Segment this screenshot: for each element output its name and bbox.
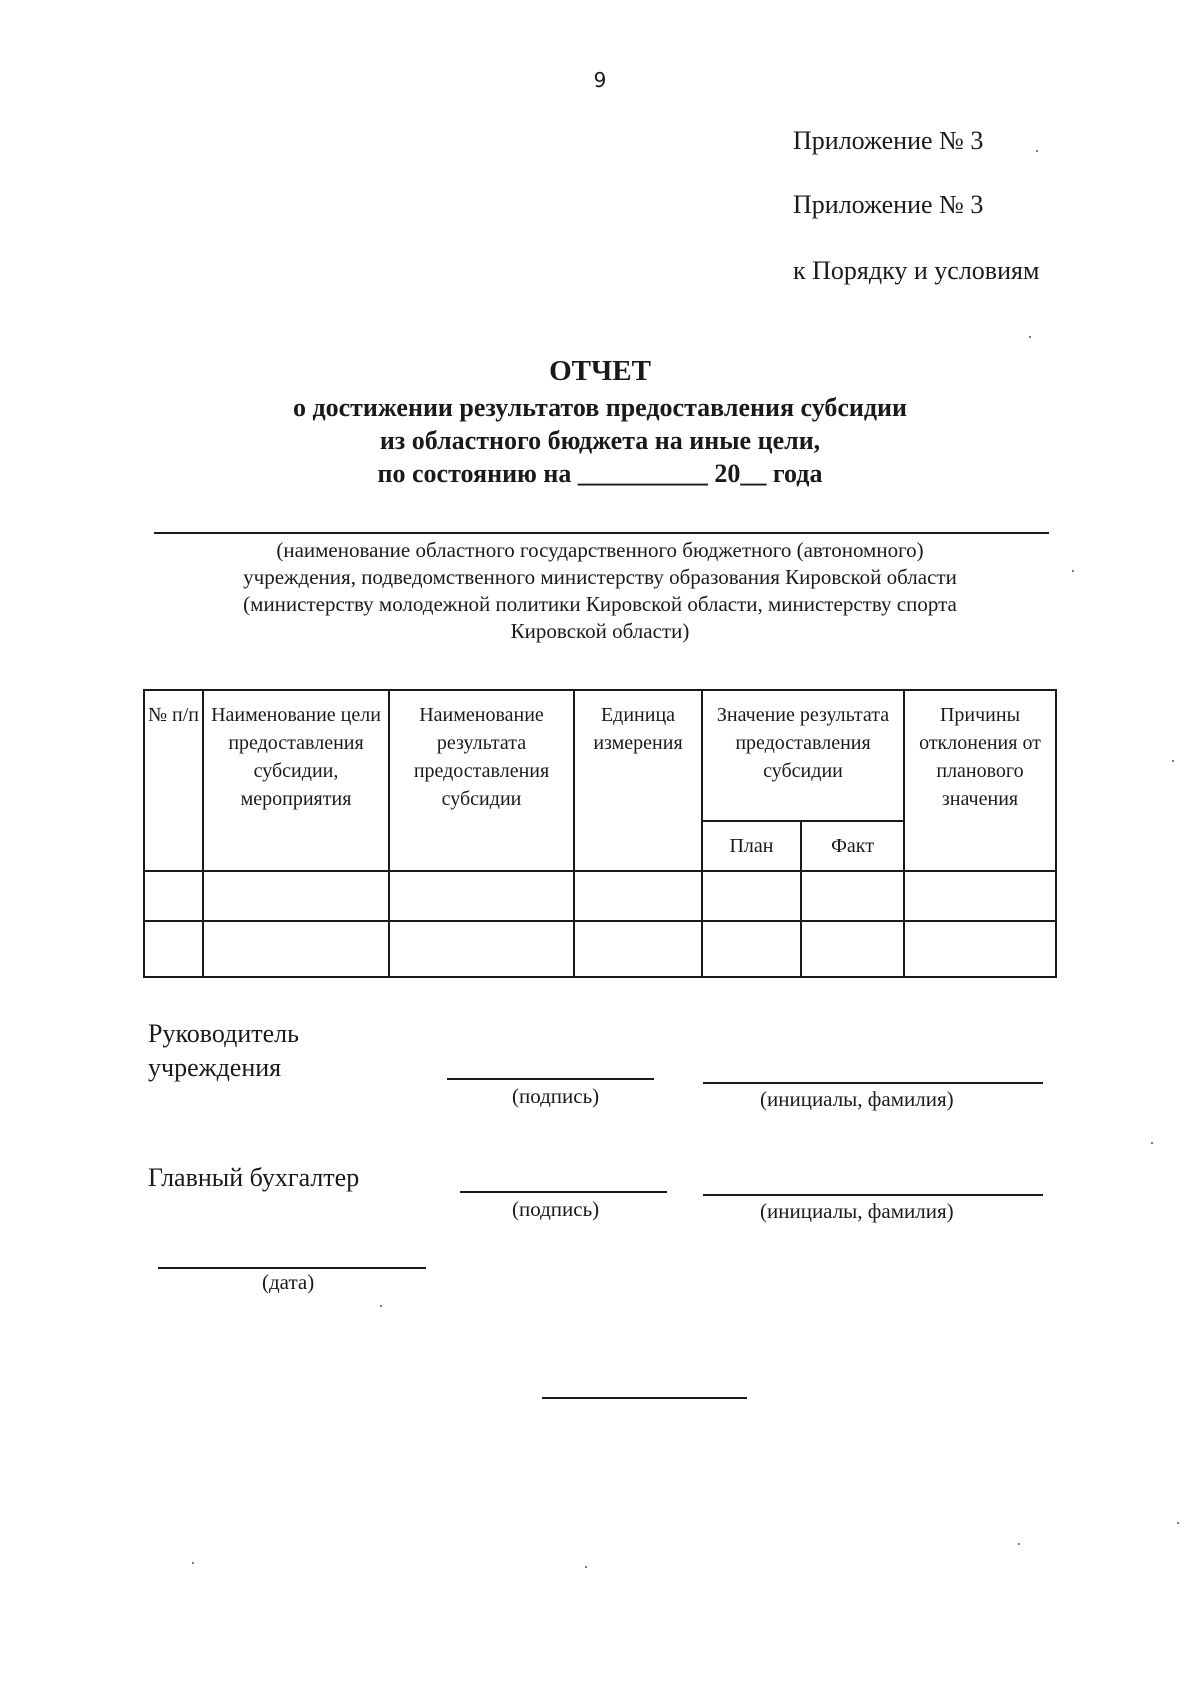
- table-cell[interactable]: [574, 921, 702, 977]
- closing-divider: [542, 1397, 747, 1399]
- head-name-caption: (инициалы, фамилия): [760, 1087, 954, 1111]
- header-result-name: Наименование результата предоставления субсидии: [389, 690, 574, 871]
- scan-speck: [585, 1566, 587, 1568]
- report-subtitle: о достижении результатов предоставления субсидии: [292, 393, 908, 422]
- header-result-value: Значение результата предоставления субсидии: [702, 690, 904, 821]
- scan-speck: [1036, 150, 1038, 152]
- header-goal-name: Наименование цели предоставления субсидии, мероприятия: [203, 690, 389, 871]
- header-fact: Факт: [801, 821, 904, 871]
- report-title: ОТЧЕТ: [549, 355, 651, 387]
- scan-speck: [1177, 1522, 1179, 1524]
- page-number: 9: [593, 68, 607, 92]
- header-number: № п/п: [144, 690, 203, 871]
- report-table: [143, 689, 1057, 978]
- appendix-line: Приложение № 3: [793, 190, 984, 219]
- head-signature-line[interactable]: [447, 1078, 654, 1080]
- appendix-reference: к Порядку и условиям: [793, 256, 1040, 285]
- table-row: [144, 921, 1056, 977]
- table-cell[interactable]: [702, 871, 801, 921]
- accountant-name-line[interactable]: [703, 1194, 1043, 1196]
- accountant-label: Главный бухгалтер: [148, 1163, 360, 1192]
- table-cell[interactable]: [389, 871, 574, 921]
- accountant-name-caption: (инициалы, фамилия): [760, 1199, 954, 1223]
- institution-caption: [150, 537, 1050, 645]
- report-subtitle: из областного бюджета на иные цели,: [379, 426, 821, 455]
- scan-speck: [1172, 760, 1174, 762]
- date-line[interactable]: [158, 1267, 426, 1269]
- table-cell[interactable]: [203, 871, 389, 921]
- scan-speck: [1072, 570, 1074, 572]
- scan-speck: [1151, 1142, 1153, 1144]
- date-caption: (дата): [262, 1270, 315, 1294]
- caption-line: учреждения, подведомственного министерству образования Кировской области: [243, 565, 957, 589]
- table-cell[interactable]: [904, 871, 1056, 921]
- header-unit: Единица измерения: [574, 690, 702, 871]
- scan-speck: [1029, 336, 1031, 338]
- caption-line: (наименование областного государственного бюджетного (автономного): [276, 538, 924, 562]
- institution-name-field[interactable]: [154, 532, 1049, 534]
- table-cell[interactable]: [574, 871, 702, 921]
- head-signature-caption: (подпись): [512, 1084, 600, 1108]
- table-cell[interactable]: [904, 921, 1056, 977]
- table-cell[interactable]: [702, 921, 801, 977]
- head-label: Руководитель: [148, 1019, 299, 1048]
- head-name-line[interactable]: [703, 1082, 1043, 1084]
- table-cell[interactable]: [801, 921, 904, 977]
- head-label: учреждения: [148, 1053, 282, 1082]
- table-cell[interactable]: [203, 921, 389, 977]
- caption-line: (министерству молодежной политики Кировской области, министерству спорта: [243, 592, 957, 616]
- scan-speck: [1018, 1543, 1020, 1545]
- table-cell[interactable]: [144, 871, 203, 921]
- header-deviation-reasons: Причины отклонения от планового значения: [904, 690, 1056, 871]
- accountant-signature-line[interactable]: [460, 1191, 667, 1193]
- scan-speck: [192, 1562, 194, 1564]
- caption-line: Кировской области): [510, 619, 690, 643]
- scan-speck: [380, 1305, 382, 1307]
- accountant-signature-caption: (подпись): [512, 1197, 600, 1221]
- table-row: [144, 871, 1056, 921]
- table-cell[interactable]: [144, 921, 203, 977]
- appendix-line: Приложение № 3: [793, 126, 984, 155]
- table-cell[interactable]: [389, 921, 574, 977]
- header-plan: План: [702, 821, 801, 871]
- report-date-line: по состоянию на __________ 20__ года: [377, 459, 823, 488]
- table-cell[interactable]: [801, 871, 904, 921]
